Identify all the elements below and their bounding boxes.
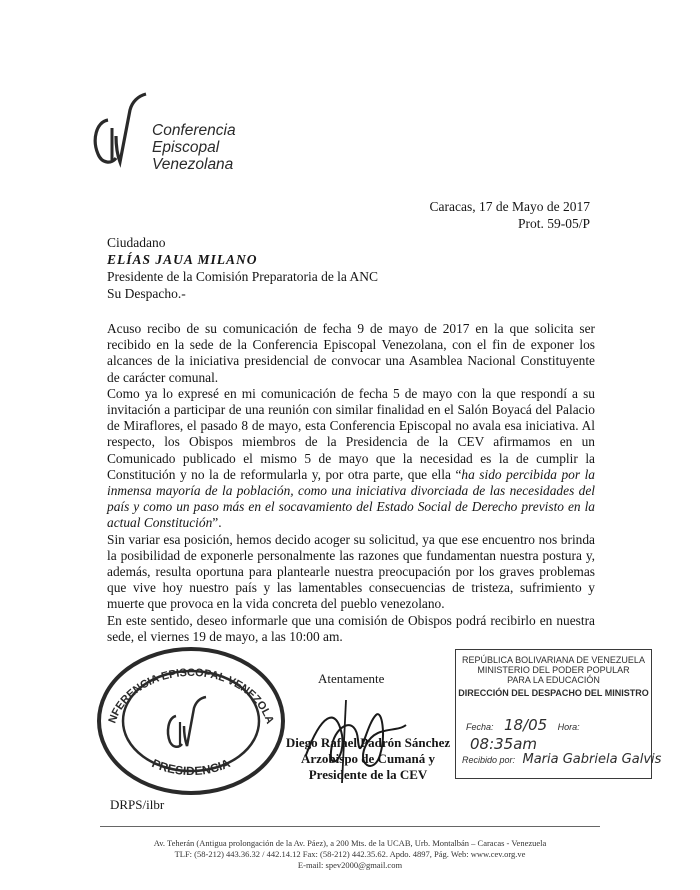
presidency-seal [96,646,286,796]
body-paragraph-2-start: Como ya lo expresé en mi comunicación de fecha 5 de mayo con la que respondí a su invitación a participar de una reunión con similar finalidad en el Salón Boyacá del Palacio de Miraflores, el pasado 8 de mayo, esta Conferencia Episcopal no avala esa iniciativa. Al respecto, los Obispos miembros de la Presidencia de la CEV afirmamos en un Comunicado publicado el mismo 5 de mayo que la necesidad es la de cumplir la Constitución y no la de reformularla y, por otra parte, que ella “ [107,385,595,482]
stamp-date-row [466,716,646,754]
stamp-received-value: Maria Gabriela Galvis [522,752,662,767]
stamp-line-1: REPÚBLICA BOLIVARIANA DE VENEZUELA [462,655,645,665]
seal-bottom-text: PRESIDENCIA [149,756,233,779]
stamp-received-label: Recibido por: [462,755,516,765]
seal-icon [96,646,286,796]
body-paragraph-3: Sin variar esa posición, hemos decido acoger su solicitud, ya que ese encuentro nos brinda la posibilidad de exponerle personalmente las razones que fundamentan nuestra postura y, además, resulta oportuna para plantearle nuestra preocupación por los graves problemas que vive hoy nuestro país y las lamentables consecuencias de tristeza, sufrimiento y muerte que provoca en la vida concreta del pueblo venezolano. [107,531,595,612]
body-paragraph-1: Acuso recibo de su comunicación de fecha 9 de mayo de 2017 en la que solicita ser recibido en la sede de la Conferencia Episcopal Venezolana, con el fin de exponer los alcances de la iniciativa presidencial de convocar una Asamblea Nacional Constituyente de carácter comunal. [107,321,595,385]
logo-line-2: Episcopal [152,139,220,156]
stamp-office: DIRECCIÓN DEL DESPACHO DEL MINISTRO [458,688,649,698]
letter-meta [430,198,590,232]
signature-block [278,735,458,783]
addressee-closing: Su Despacho.- [107,286,186,301]
stamp-time-value: 08:35am [470,735,538,753]
cev-logo [86,92,256,172]
addressee-salutation: Ciudadano [107,235,166,250]
body-paragraph-2-end: ”. [212,515,222,531]
addressee-block [107,234,378,302]
body-paragraph-2-quote: ha sido percibida por la inmensa mayoría de la población, como una iniciativa divorciada de las necesidades del país y como un paso más en el socavamiento del Estado Social de Derecho previsto en la actual Constitución [107,466,595,531]
addressee-name: ELÍAS JAUA MILANO [107,252,258,267]
footer-divider [100,826,600,827]
signatory-role-1: Arzobispo de Cumaná y [301,751,435,766]
footer-phones: TLF: (58-212) 443.36.32 / 442.14.12 Fax: (58-212) 442.35.62. Apdo. 4897, Pág. Web: www.cev.org.ve [174,849,526,859]
letter-footer [60,838,640,871]
place-date: Caracas, 17 de Mayo de 2017 [429,199,590,214]
reference-number: Prot. 59-05/P [517,216,590,231]
signature-closing: Atentamente [318,671,385,686]
stamp-received-row [462,750,662,768]
body-paragraph-2 [107,386,595,532]
signatory-role-2: Presidente de la CEV [308,767,428,782]
receipt-stamp [455,649,662,779]
cev-logo-mark-icon [86,92,150,172]
signatory-name: Diego Rafael Padrón Sánchez [285,735,451,750]
stamp-line-3: PARA LA EDUCACIÓN [507,675,600,685]
letter-body [107,321,595,645]
svg-text:PRESIDENCIA [150,756,233,778]
seal-top-text: NFERENCIA EPISCOPAL VENEZOLA [106,666,276,726]
addressee-title: Presidente de la Comisión Preparatoria de la ANC [107,269,379,284]
stamp-date-label: Fecha: [466,722,494,732]
stamp-time-label: Hora: [557,722,580,732]
logo-line-1: Conferencia [152,122,236,139]
stamp-date-value: 18/05 [503,716,548,734]
footer-address: Av. Teherán (Antigua prolongación de la Av. Páez), a 200 Mts. de la UCAB, Urb. Montalbán – Caracas - Venezuela [153,838,547,848]
stamp-line-2: MINISTERIO DEL PODER POPULAR [477,665,630,675]
footer-email: E-mail: spev2000@gmail.com [297,860,403,870]
logo-line-3: Venezolana [152,156,234,173]
body-paragraph-4: En este sentido, deseo informarle que una comisión de Obispos podrá recibirlo en nuestra sede, el viernes 19 de mayo, a las 10:00 am. [107,612,595,644]
typist-initials: DRPS/ilbr [110,797,165,812]
